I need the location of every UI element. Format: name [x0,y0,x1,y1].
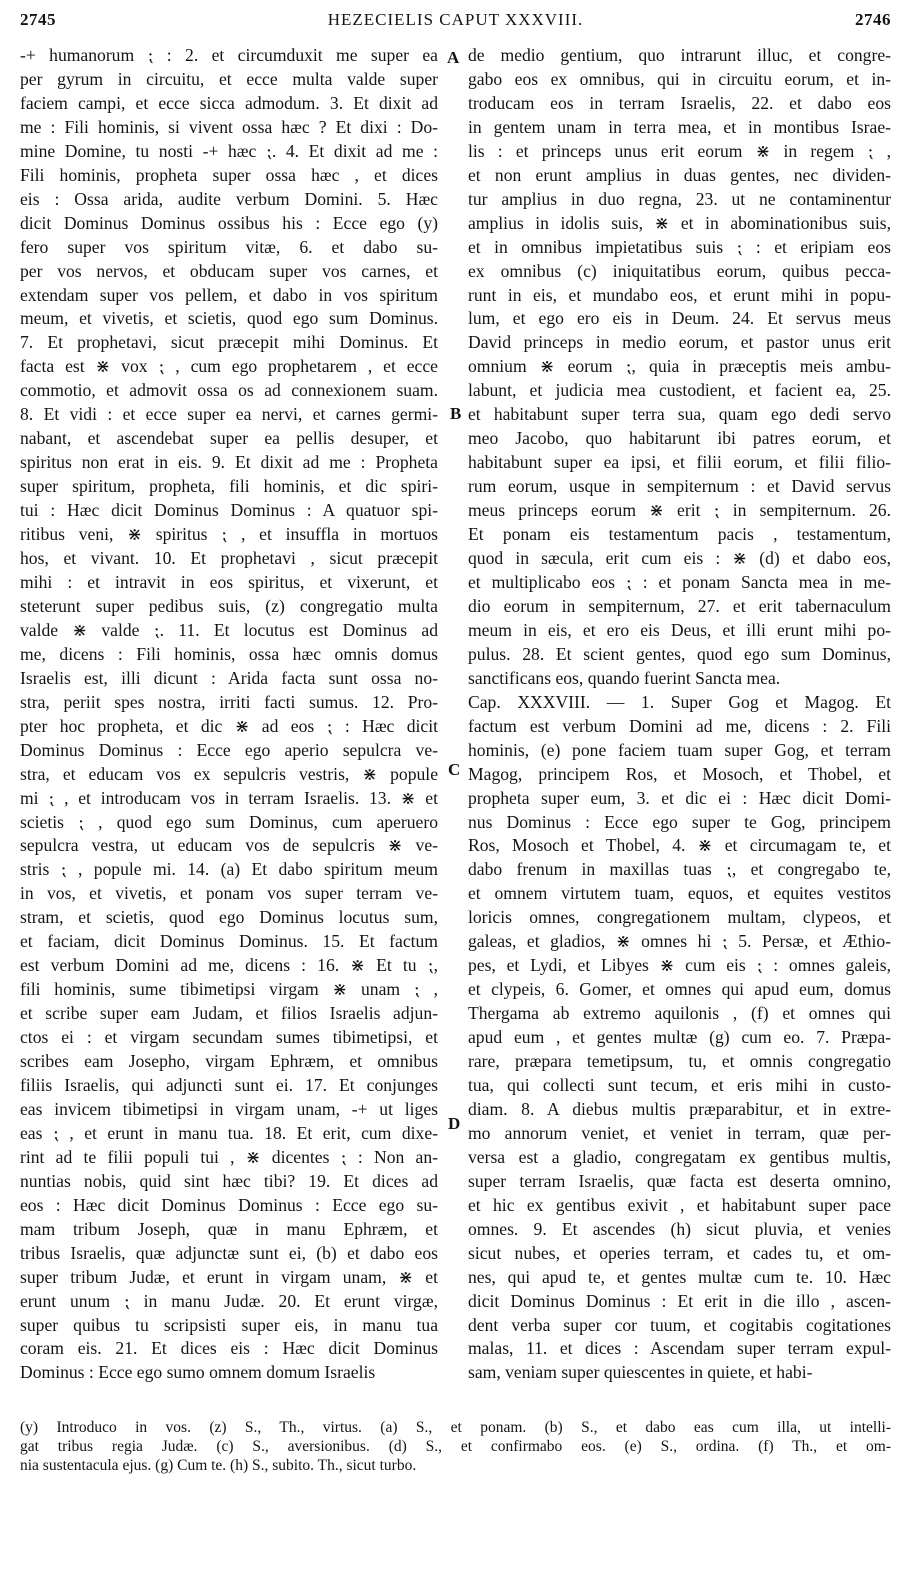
page-number-left: 2745 [20,10,56,29]
text-line: mam tribum Joseph, quæ in manu Ephræm, et [20,1218,438,1239]
text-line: apud eum , et gentes multæ (g) cum eo. 7. Præpa- [468,1027,891,1048]
text-line: tur amplius in duo regna, 23. ut ne contaminentur [468,188,891,209]
text-line: nes, qui apud te, et gentes multæ cum te. 10. Hæc [468,1266,891,1287]
text-line: super tribum Judæ, et erunt in virgam unam, ⋇ et [20,1266,438,1287]
text-line: in gentem unam in terra mea, et in montibus Israe- [468,116,891,137]
text-line: coram eis. 21. Et dices eis : Hæc dicit Dominus [20,1338,438,1359]
text-line: Israelis est, illi dicunt : Arida facta sunt ossa no- [20,667,438,688]
text-line: nabant, et ascendebat super ea pellis desuper, et [20,428,438,449]
text-line: per vos nervos, et obducam super vos carnes, et [20,260,438,281]
text-line: me, dicens : Fili hominis, ossa hæc omnis domus [20,643,438,664]
text-line: mihi : et intravit in eos spiritus, et vixerunt, et [20,571,438,592]
text-line: Thergama ab extremo aquilonis , (f) et omnes qui [468,1003,891,1024]
text-line: troducam eos in terram Israelis, 22. et dabo eos [468,92,891,113]
text-line: stram, et scietis, quod ego Dominus locutus sum, [20,907,438,928]
text-line: dicit Dominus Dominus ossibus his : Ecce ego (y) [20,212,438,233]
text-line: stra, et educam vos ex sepulcris vestris, ⋇ popule [20,763,438,784]
text-line: omnes. 9. Et ascendes (h) sicut pluvia, et venies [468,1218,891,1239]
text-line: pes, et Lydi, et Libyes ⋇ cum eis ⁏ : omnes galeis, [468,955,891,976]
text-line: factum est verbum Domini ad me, dicens : 2. Fili [468,715,891,736]
text-line: eas invicem tibimetipsi in virgam unam, -+ ut liges [20,1098,438,1119]
text-line: me : Fili hominis, si vivent ossa hæc ? Et dixi : Do- [20,116,438,137]
running-header [20,8,891,34]
text-line: rare, præpara temetipsum, tu, et omnis congregatio [468,1051,891,1072]
text-line: (y) Introduco in vos. (z) S., Th., virtus. (a) S., et ponam. (b) S., et dabo eas cum illa, ut intelli- [20,1419,891,1436]
text-line: est verbum Domini ad me, dicens : 16. ⋇ Et tu ⁏, [20,955,438,976]
text-line: meum in eis, et ero eis Deus, et illi erunt mihi po- [468,619,891,640]
text-line: Dominus Dominus : Ecce ego aperio sepulcra ve- [20,739,438,760]
text-line: sicut nubes, et operies terram, et cades tu, et om- [468,1242,891,1263]
text-line: super terram Israelis, quæ facta est deserta omnino, [468,1170,891,1191]
text-line: fili hominis, sume tibimetipsi virgam ⋇ unam ⁏ , [20,979,438,1000]
text-line: Dominus : Ecce ego sumo omnem domum Israelis [20,1362,376,1383]
text-line: Magog, principem Ros, et Mosoch, et Thobel, et [468,763,891,784]
margin-marker-b: B [450,404,462,423]
text-line: hos, et vivant. 10. Et prophetavi , sicut præcepit [20,548,438,569]
text-line: mi ⁏ , et introducam vos in terram Israelis. 13. ⋇ et [20,787,438,808]
left-column [20,44,438,1385]
text-line: sam, veniam super quiescentes in quiete, et habi- [468,1362,813,1383]
text-line: nus Dominus : Ecce ego super te Gog, principem [468,811,891,832]
text-line: pter hoc propheta, et dic ⋇ ad eos ⁏ : Hæc dicit [20,715,438,736]
text-line: Et ponam eis testamentum pacis , testamentum, [468,524,891,545]
text-line: meo Jacobo, quo habitarunt ibi patres eorum, et [468,428,891,449]
text-line: et habitabunt super terra sua, quam ego dedi servo [468,404,891,425]
text-line: facta est ⋇ vox ⁏ , cum ego prophetarem , et ecce [20,356,438,377]
text-line: spiritus non erat in eis. 9. Et dixit ad me : Propheta [20,452,438,473]
page-number-right: 2746 [855,10,891,29]
text-line: fero super vos spiritum vitæ, 6. et dabo su- [20,236,438,257]
text-line: nuntias nobis, quid sint hæc tibi? 19. Et dices ad [20,1170,438,1191]
text-line: diam. 8. A diebus multis præparabitur, et in extre- [468,1098,891,1119]
text-line: versa est a gladio, congregatam ex gentibus multis, [468,1146,891,1167]
text-line: -+ humanorum ⁏ : 2. et circumduxit me super ea [20,45,438,65]
text-line: erunt unum ⁏ in manu Judæ. 20. Et erunt virgæ, [20,1290,438,1311]
text-line: rint ad te filii populi tui , ⋇ dicentes ⁏ : Non an- [20,1146,438,1167]
text-line: dent verba super cor tuum, et cogitabis cogitationes [468,1314,891,1335]
text-line: meum, et vivetis, et scietis, quod ego sum Dominus. [20,308,438,329]
text-line: et faciam, dicit Dominus Dominus. 15. Et factum [20,931,438,952]
text-line: David princeps in medio eorum, et pastor unus erit [468,332,891,353]
text-line: nia sustentacula ejus. (g) Cum te. (h) S., subito. Th., sicut turbo. [20,1457,417,1474]
text-line: de medio gentium, quo intrarunt illuc, et congre- [468,45,891,65]
text-line: et hic ex gentibus exivit , et habitabunt super pace [468,1194,891,1215]
margin-marker-d: D [448,1114,461,1133]
text-line: tua, qui collecti sunt tecum, et eris mihi in custo- [468,1074,891,1095]
text-line: rum eorum, usque in sempiternum : et David servus [468,476,891,497]
text-line: lis : et princeps unus erit eorum ⋇ in regem ⁏ , [468,140,891,161]
footnotes [20,1418,891,1475]
text-line: quod in sæcula, erit cum eis : ⋇ (d) et dabo eos, [468,548,891,569]
text-line: faciem campi, et ecce sicca admodum. 3. Et dixit ad [20,92,438,113]
text-line: eas ⁏ , et erunt in manu tua. 18. Et erit, cum dixe- [20,1122,438,1143]
text-line: et multiplicabo eos ⁏ : et ponam Sancta mea in me- [468,571,891,592]
text-line: labunt, et judicia mea custodient, et facient ea, 25. [468,380,891,401]
text-line: amplius in idolis suis, ⋇ et in abominationibus suis, [468,212,891,233]
text-line: scribes eam Josepho, virgam Ephræm, et omnibus [20,1051,438,1072]
text-line: valde ⋇ valde ⁏. 11. Et locutus est Dominus ad [20,619,438,640]
margin-marker-c: C [448,760,461,779]
text-line: tribus Israelis, quæ adjunctæ sunt ei, (b) et dabo eos [20,1242,438,1263]
text-line: steterunt super pedibus suis, (z) congregatio multa [20,595,438,616]
text-line: ex omnibus (c) iniquitatibus eorum, quibus pecca- [468,260,891,281]
text-line: omnium ⋇ eorum ⁏, quia in præceptis meis ambu- [468,356,891,377]
text-line: et omnem virtutem tuam, equos, et equites vestitos [468,883,891,904]
text-line: ritibus veni, ⋇ spiritus ⁏ , et insuffla in mortuos [20,524,438,545]
text-line: et non erunt amplius in duas gentes, nec dividen- [468,164,891,185]
text-line: ctos ei : et virgam secundam sumes tibimetipsi, et [20,1027,438,1048]
text-line: 7. Et prophetavi, sicut præcepit mihi Dominus. Et [20,332,438,353]
text-line: scietis ⁏ , quod ego sum Dominus, cum aperuero [20,811,438,832]
text-line: et scribe super eam Judam, et filios Israelis adjun- [20,1003,438,1024]
margin-marker-a: A [447,48,460,67]
text-line: eis : Ossa arida, audite verbum Domini. 5. Hæc [20,188,438,209]
text-line: galeas, et gladios, ⋇ omnes hi ⁏ 5. Persæ, et Æthio- [468,931,891,952]
text-line: mo annorum veniet, et veniet in terram, quæ per- [468,1122,891,1143]
text-line: hominis, (e) pone faciem tuam super Gog, et terram [468,739,891,760]
text-line: meus princeps eorum ⋇ erit ⁏ in sempiternum. 26. [468,500,891,521]
text-line: et clypeis, 6. Gomer, et omnes qui apud eum, domus [468,979,891,1000]
text-line: dabo frenum in maxillas tuas ⁏, et congregabo te, [468,859,891,880]
text-line: extendam super vos pellem, et dabo in vos spiritum [20,284,438,305]
text-line: super spiritum, propheta, fili hominis, et dic spiri- [20,476,438,497]
text-line: Cap. XXXVIII. — 1. Super Gog et Magog. Et [468,691,891,712]
text-line: dicit Dominus Dominus : Et erit in die illo , ascen- [468,1290,891,1311]
text-line: commotio, et admovit ossa os ad connexionem suam. [20,380,438,401]
text-line: lum, et ego ero eis in Deum. 24. Et servus meus [468,308,891,329]
right-column [468,44,891,1385]
text-line: Ros, Mosoch et Thobel, 4. ⋇ et circumagam te, et [468,835,891,856]
text-line: propheta super eum, 3. et dic ei : Hæc dicit Domi- [468,787,891,808]
text-line: eos : Hæc dicit Dominus Dominus : Ecce ego su- [20,1194,438,1215]
text-line: Fili hominis, propheta super ossa hæc , et dices [20,164,438,185]
text-line: dio eorum in sempiternum, 27. et erit tabernaculum [468,595,891,616]
text-line: super quibus tu scripsisti super eis, in manu tua [20,1314,438,1335]
running-title: HEZECIELIS CAPUT XXXVIII. [327,10,584,29]
text-line: in vos, et vivetis, et ponam vos super terram ve- [20,883,438,904]
text-line: gabo eos ex omnibus, qui in circuitu eorum, et in- [468,68,891,89]
text-line: stris ⁏ , popule mi. 14. (a) Et dabo spiritum meum [20,859,438,880]
text-line: stra, periit spes nostra, irriti facti sumus. 12. Pro- [20,691,438,712]
text-line: sepulcra vestra, ut educam vos de sepulcris ⋇ ve- [20,835,438,856]
text-line: loricis omnes, congregationem multam, clypeos, et [468,907,891,928]
text-line: gat tribus regia Judæ. (c) S., aversionibus. (d) S., et confirmabo eos. (e) S., ordina. (f) Th., et om- [20,1438,891,1455]
text-line: malas, 11. et dices : Ascendam super terram expul- [468,1338,891,1359]
text-line: runt in eis, et mundabo eos, et erunt mihi in popu- [468,284,891,305]
text-line: 8. Et vidi : et ecce super ea nervi, et carnes germi- [20,404,438,425]
text-line: mine Domine, tu nosti -+ hæc ⁏. 4. Et dixit ad me : [20,140,438,161]
text-line: tui : Hæc dicit Dominus Dominus : A quatuor spi- [20,500,438,521]
text-line: filiis Israelis, qui adjuncti sunt ei. 17. Et conjunges [20,1074,438,1095]
text-line: pulus. 28. Et scient gentes, quod ego sum Dominus, [468,643,891,664]
text-line: sanctificans eos, quando fuerint Sancta mea. [468,667,781,688]
text-line: et in omnibus impietatibus suis ⁏ : et eripiam eos [468,236,891,257]
text-line: habitabunt super ea ipsi, et filii eorum, et filii filio- [468,452,891,473]
text-line: per gyrum in circuitu, et ecce multa valde super [20,68,438,89]
